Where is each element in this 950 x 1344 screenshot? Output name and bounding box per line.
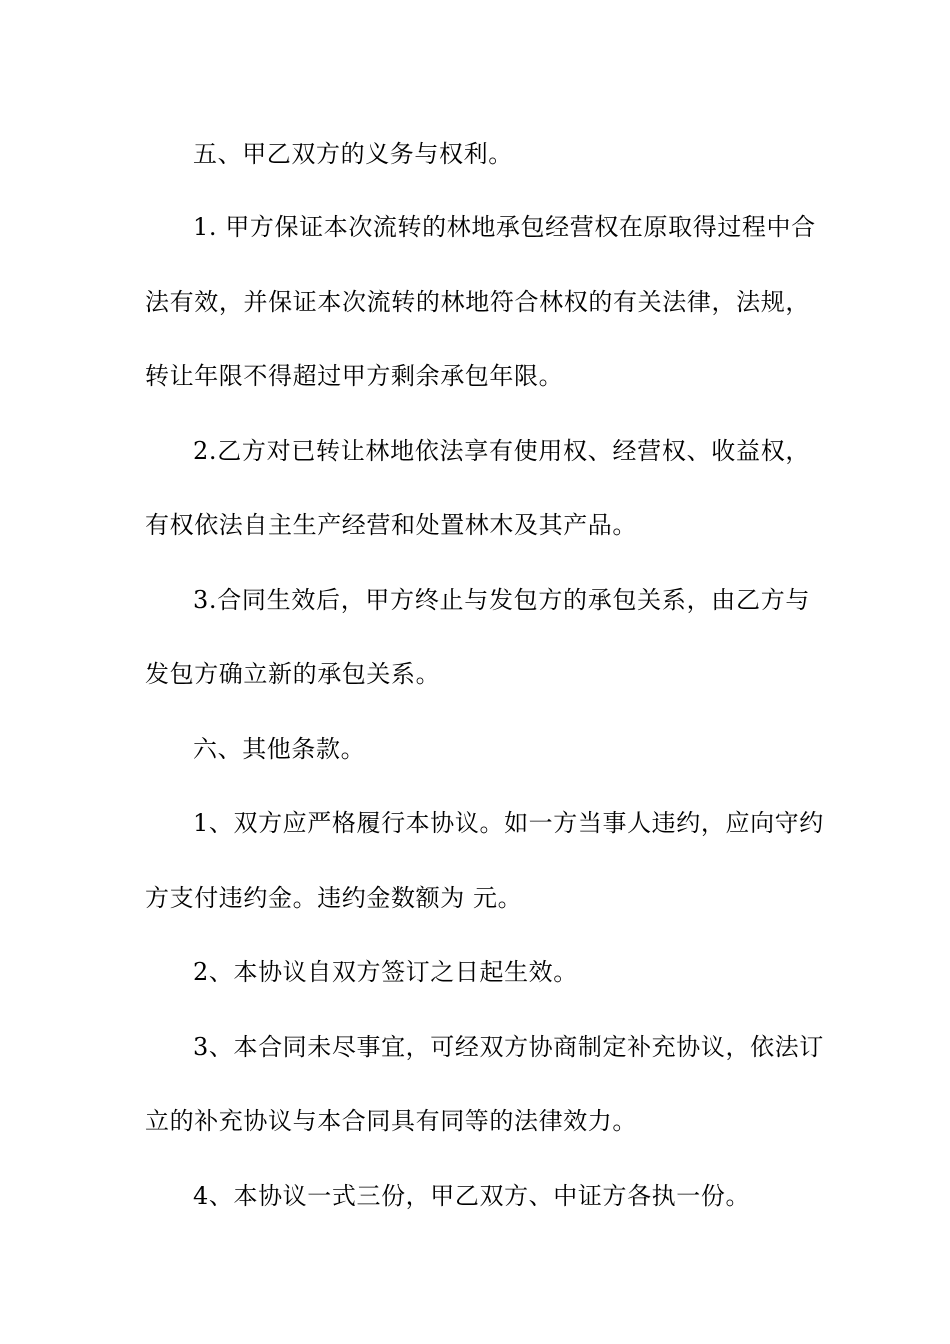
section-heading-obligations: 五、甲乙双方的义务与权利。 [193,140,513,168]
clause-6-1-line-2: 方支付违约金。违约金数额为 元。 [145,884,523,912]
clause-6-2: 2、本协议自双方签订之日起生效。 [193,958,578,986]
clause-6-4: 4、本协议一式三份，甲乙双方、中证方各执一份。 [193,1182,751,1210]
clause-6-3-line-2: 立的补充协议与本合同具有同等的法律效力。 [145,1107,637,1135]
section-heading-other-terms: 六、其他条款。 [193,735,366,763]
clause-5-1-line-2: 法有效，并保证本次流转的林地符合林权的有关法律，法规， [145,288,810,316]
clause-5-1-line-3: 转让年限不得超过甲方剩余承包年限。 [145,362,564,390]
clause-5-2-line-1: 2.乙方对已转让林地依法享有使用权、经营权、收益权， [193,437,810,465]
clause-5-3-line-2: 发包方确立新的承包关系。 [145,660,441,688]
clause-5-3-line-1: 3.合同生效后，甲方终止与发包方的承包关系，由乙方与 [193,586,810,614]
clause-6-1-line-1: 1、双方应严格履行本协议。如一方当事人违约，应向守约 [193,809,824,837]
clause-5-2-line-2: 有权依法自主生产经营和处置林木及其产品。 [145,511,637,539]
clause-5-1-line-1: 1. 甲方保证本次流转的林地承包经营权在原取得过程中合 [193,213,816,241]
clause-6-3-line-1: 3、本合同未尽事宜，可经双方协商制定补充协议，依法订 [193,1033,824,1061]
